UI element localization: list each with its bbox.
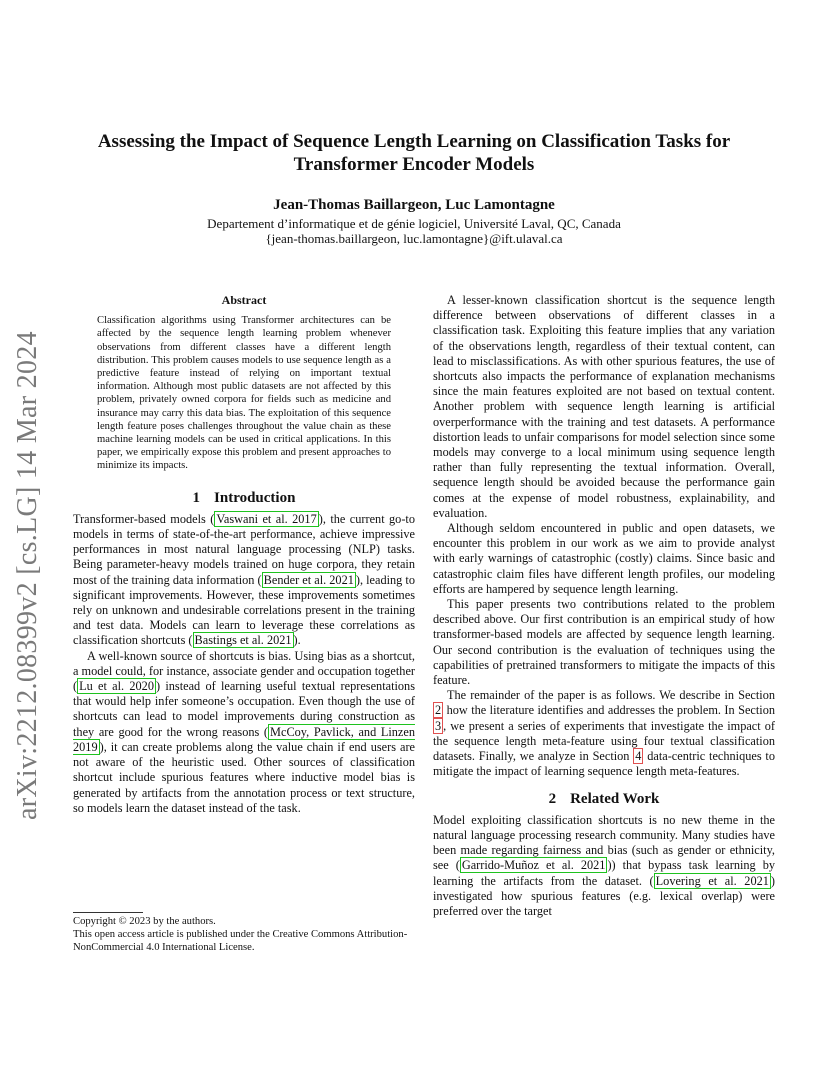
copyright-footnote bbox=[73, 912, 415, 954]
affiliation: Departement d’informatique et de génie logiciel, Université Laval, QC, Canada bbox=[207, 216, 621, 231]
footnote-rule bbox=[73, 912, 143, 913]
related-paragraph-1: Model exploiting classification shortcuts is no new theme in the natural language processing research community. Many studies have been made regarding fairness and bias (such as gender or ethnicity, see ( Garrido-Muñoz et al. 2021 )) that bypass task learning by learning the artifacts from the dataset. ( Lovering et al. 2021 ) investigated how spurious features (e.g. lexical overlap) were preferred over the target bbox=[433, 812, 776, 918]
abstract-text: Classification algorithms using Transformer architectures can be affected by the sequence length learning problem whenever observations from different classes have a different length distribution. This problem causes models to use sequence length as a predictive feature instead of relying on important textual information. Although most public datasets are not affected by this problem, privately owned corpora for fields such as medicine and insurance may carry this data bias. The exploitation of this sequence length feature poses challenges throughout the value chain as these machine learning models can be used in critical applications. In this paper, we empirically expose this problem and present approaches to minimize its impacts. bbox=[97, 315, 391, 472]
left-column bbox=[73, 293, 415, 816]
abstract-heading: Abstract bbox=[221, 293, 267, 307]
section-ref-link[interactable]: 3 bbox=[435, 718, 442, 733]
citation-link[interactable]: Bastings et al. 2021 bbox=[194, 633, 292, 648]
citation-link[interactable]: Garrido-Muñoz et al. 2021 bbox=[461, 858, 606, 873]
paper-title: Assessing the Impact of Sequence Length Learning on Classification Tasks for Transformer Encoder Models bbox=[97, 131, 731, 175]
section-heading-related-work bbox=[433, 792, 775, 807]
citation-link[interactable]: Lu et al. 2020 bbox=[79, 679, 154, 694]
section-heading-introduction bbox=[73, 491, 415, 506]
right-paragraph-2: Although seldom encountered in public and open datasets, we encounter this problem in our work as we aim to provide analyst with early warnings of catastrophic (costly) claims. Since basic and catastrophic claim files have different length profiles, our modeling efforts are hampered by sequence length learning. bbox=[433, 521, 775, 596]
citation-link[interactable]: Lovering et al. 2021 bbox=[655, 873, 769, 888]
intro-paragraph-1: Transformer-based models ( Vaswani et al. 2017 ), the current go-to models in terms of state-of-the-art performance, achieve impressive performances in most natural language processing (NLP) tasks. Being parameter-heavy models trained on huge corpora, they retain most of the training data information ( Bender et al. 2021 ), leading to significant improvements. However, these improvements sometimes rely on unknown and undesirable correlations present in the training and test data. Models can learn to leverage these correlations as classification shortcuts ( Bastings et al. 2021 ). bbox=[73, 511, 415, 648]
right-column bbox=[433, 293, 775, 919]
section-number: 2 bbox=[548, 790, 557, 807]
citation-link[interactable]: McCoy, Pavlick, and Linzen 2019 bbox=[73, 724, 415, 754]
author-list: Jean-Thomas Baillargeon, Luc Lamontagne bbox=[273, 197, 555, 213]
citation-link[interactable]: Vaswani et al. 2017 bbox=[216, 511, 317, 526]
license-line: This open access article is published under the Creative Commons Attribution-NonCommercial 4.0 International License. bbox=[73, 929, 408, 953]
author-emails: {jean-thomas.baillargeon, luc.lamontagne}@ift.ulaval.ca bbox=[265, 231, 563, 246]
section-ref-link[interactable]: 4 bbox=[635, 749, 642, 764]
right-paragraph-1: A lesser-known classification shortcut is the sequence length difference between observations of different classes in a classification task. Exploiting this feature implies that any variation of the observations length, regardless of their textual content, can lead to misclassifications. As with other spurious features, the use of shortcuts also impacts the performance of explanation mechanisms since the main features exploited are not based on textual content. Another problem with sequence length learning is artificial overperformance with the training and test datasets. A performance distortion leads to unfair comparisons for model selection since some models may converge to a local minimum using sequence length rather than fully representing the textual information. Overall, sequence length should be avoided because the performance gain comes at the expense of model robustness, explainability, and evaluation. bbox=[433, 293, 775, 520]
section-number: 1 bbox=[192, 489, 201, 506]
citation-link[interactable]: Bender et al. 2021 bbox=[263, 572, 354, 587]
section-ref-link[interactable]: 2 bbox=[435, 703, 442, 718]
right-paragraph-4: The remainder of the paper is as follows. We describe in Section 2 how the literature identifies and addresses the problem. In Section 3 , we present a series of experiments that investigate the impact of the sequence length meta-feature using four textual classification datasets. Finally, we analyze in Section 4 data-centric techniques to mitigate the impact of learning sequence length meta-features. bbox=[433, 688, 775, 779]
right-paragraph-3: This paper presents two contributions related to the problem described above. Our first contribution is an empirical study of how transformer-based models are affected by sequence length learning. Our second contribution is the evaluation of techniques using the capabilities of pretrained transformers to mitigate the impacts of this feature. bbox=[433, 597, 775, 688]
intro-paragraph-2: A well-known source of shortcuts is bias. Using bias as a shortcut, a model could, for instance, associate gender and occupation together ( Lu et al. 2020 ) instead of learning useful textual representations that would help infer someone’s occupation. Even though the use of shortcuts can lead to model improvements during construction as they are good for the wrong reasons ( McCoy, Pavlick, and Linzen 2019 ), it can create problems along the value chain if end users are not aware of the heuristic used. Other sources of classification shortcut include spurious features where inductive model bias is generated by artifacts from the annotation process or text structure, so models learn the dataset instead of the task. bbox=[73, 648, 415, 815]
copyright-line: Copyright © 2023 by the authors. bbox=[73, 916, 216, 927]
section-title: Introduction bbox=[214, 489, 296, 506]
arxiv-identifier: arXiv:2212.08399v2 [cs.LG] 14 Mar 2024 bbox=[12, 331, 43, 820]
affiliation-block bbox=[70, 216, 758, 246]
section-title: Related Work bbox=[570, 790, 660, 807]
